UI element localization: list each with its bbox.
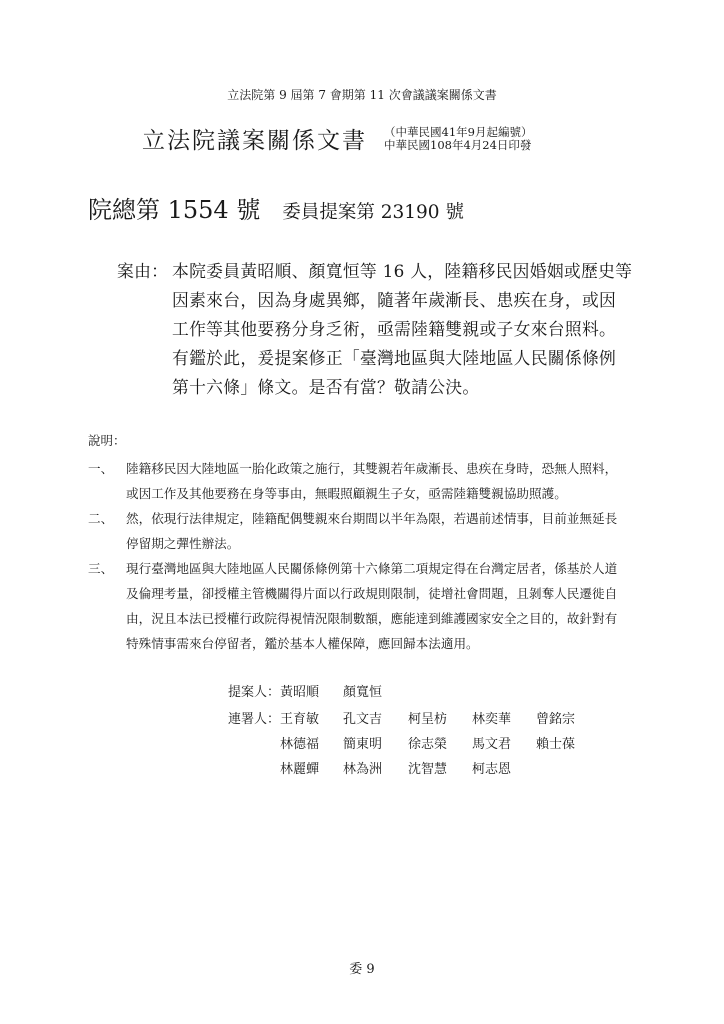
page-number: 委 9 bbox=[349, 962, 375, 977]
cause-line: 本院委員黃昭順、顏寬恒等 16 人，陸籍移民因婚姻或歷史等 bbox=[172, 261, 633, 281]
cosigner-name: 沈智慧 bbox=[408, 762, 448, 777]
explanation-line: 陸籍移民因大陸地區一胎化政策之施行，其雙親若年歲漸長、患疾在身時，恐無人照料， bbox=[126, 461, 618, 476]
cosigner-name: 林麗蟬 bbox=[280, 762, 320, 777]
proposer-name: 黃昭順 bbox=[280, 685, 320, 700]
cosigner-name: 簡東明 bbox=[343, 737, 383, 752]
explanation-line: 現行臺灣地區與大陸地區人民關係條例第十六條第二項規定得在台灣定居者，係基於人道 bbox=[126, 561, 618, 576]
explanation-item-number: 二、 bbox=[88, 511, 114, 526]
cosigner-name: 賴士葆 bbox=[536, 737, 576, 752]
cause-line: 工作等其他要務分身乏術，亟需陸籍雙親或子女來台照料。 bbox=[172, 319, 617, 339]
cosigner-name: 林奕華 bbox=[472, 712, 512, 727]
session-header: 立法院第 9 屆第 7 會期第 11 次會議議案關係文書 bbox=[227, 88, 497, 102]
cosigner-name: 孔文吉 bbox=[343, 712, 383, 727]
cosigner-name: 曾銘宗 bbox=[536, 712, 576, 727]
explanation-line: 由，況且本法已授權行政院得視情況限制數額，應能達到維護國家安全之目的，故針對有 bbox=[126, 611, 618, 626]
print-date: 中華民國108年4月24日印發 bbox=[384, 138, 532, 152]
explanation-line: 及倫理考量，卻授權主管機關得片面以行政規則限制，徒增社會問題，且剝奪人民遷徙自 bbox=[126, 586, 618, 601]
explanation-item-number: 一、 bbox=[88, 461, 114, 476]
proposer-label: 提案人： bbox=[228, 685, 281, 700]
cause-line: 因素來台，因為身處異鄉，隨著年歲漸長、患疾在身，或因 bbox=[172, 290, 617, 310]
cause-label: 案由： bbox=[117, 261, 169, 281]
explanation-line: 然，依現行法律規定，陸籍配偶雙親來台期間以半年為限，若遇前述情事，目前並無延長 bbox=[126, 511, 618, 526]
cause-line: 第十六條」條文。是否有當？敬請公決。 bbox=[172, 377, 480, 397]
bill-number-line bbox=[88, 190, 464, 225]
document-title: 立法院議案關係文書 bbox=[142, 128, 367, 154]
general-bill-number: 院總第 1554 號 bbox=[88, 196, 261, 224]
cosigner-name: 馬文君 bbox=[472, 737, 512, 752]
cosigner-name: 林德福 bbox=[280, 737, 320, 752]
cosigner-name: 柯志恩 bbox=[472, 762, 512, 777]
numbering-note: （中華民國41年9月起編號） bbox=[384, 125, 533, 139]
explanation-line: 停留期之彈性辦法。 bbox=[126, 536, 240, 551]
cause-line: 有鑑於此，爰提案修正「臺灣地區與大陸地區人民關係條例 bbox=[172, 348, 617, 368]
explanation-label: 說明： bbox=[88, 433, 126, 448]
explanation-line: 或因工作及其他要務在身等事由，無暇照顧親生子女，亟需陸籍雙親協助照護。 bbox=[126, 486, 567, 501]
cosigner-name: 王育敏 bbox=[280, 712, 320, 727]
explanation-line: 特殊情事需來台停留者，鑑於基本人權保障，應回歸本法適用。 bbox=[126, 636, 479, 651]
cosigner-name: 柯呈枋 bbox=[408, 712, 448, 727]
proposer-name: 顏寬恒 bbox=[343, 685, 383, 700]
cosigner-name: 林為洲 bbox=[343, 762, 383, 777]
cosigner-name: 徐志榮 bbox=[408, 737, 448, 752]
cosigner-label: 連署人： bbox=[228, 712, 281, 727]
member-proposal-number: 委員提案第 23190 號 bbox=[282, 202, 464, 223]
explanation-item-number: 三、 bbox=[88, 561, 114, 576]
